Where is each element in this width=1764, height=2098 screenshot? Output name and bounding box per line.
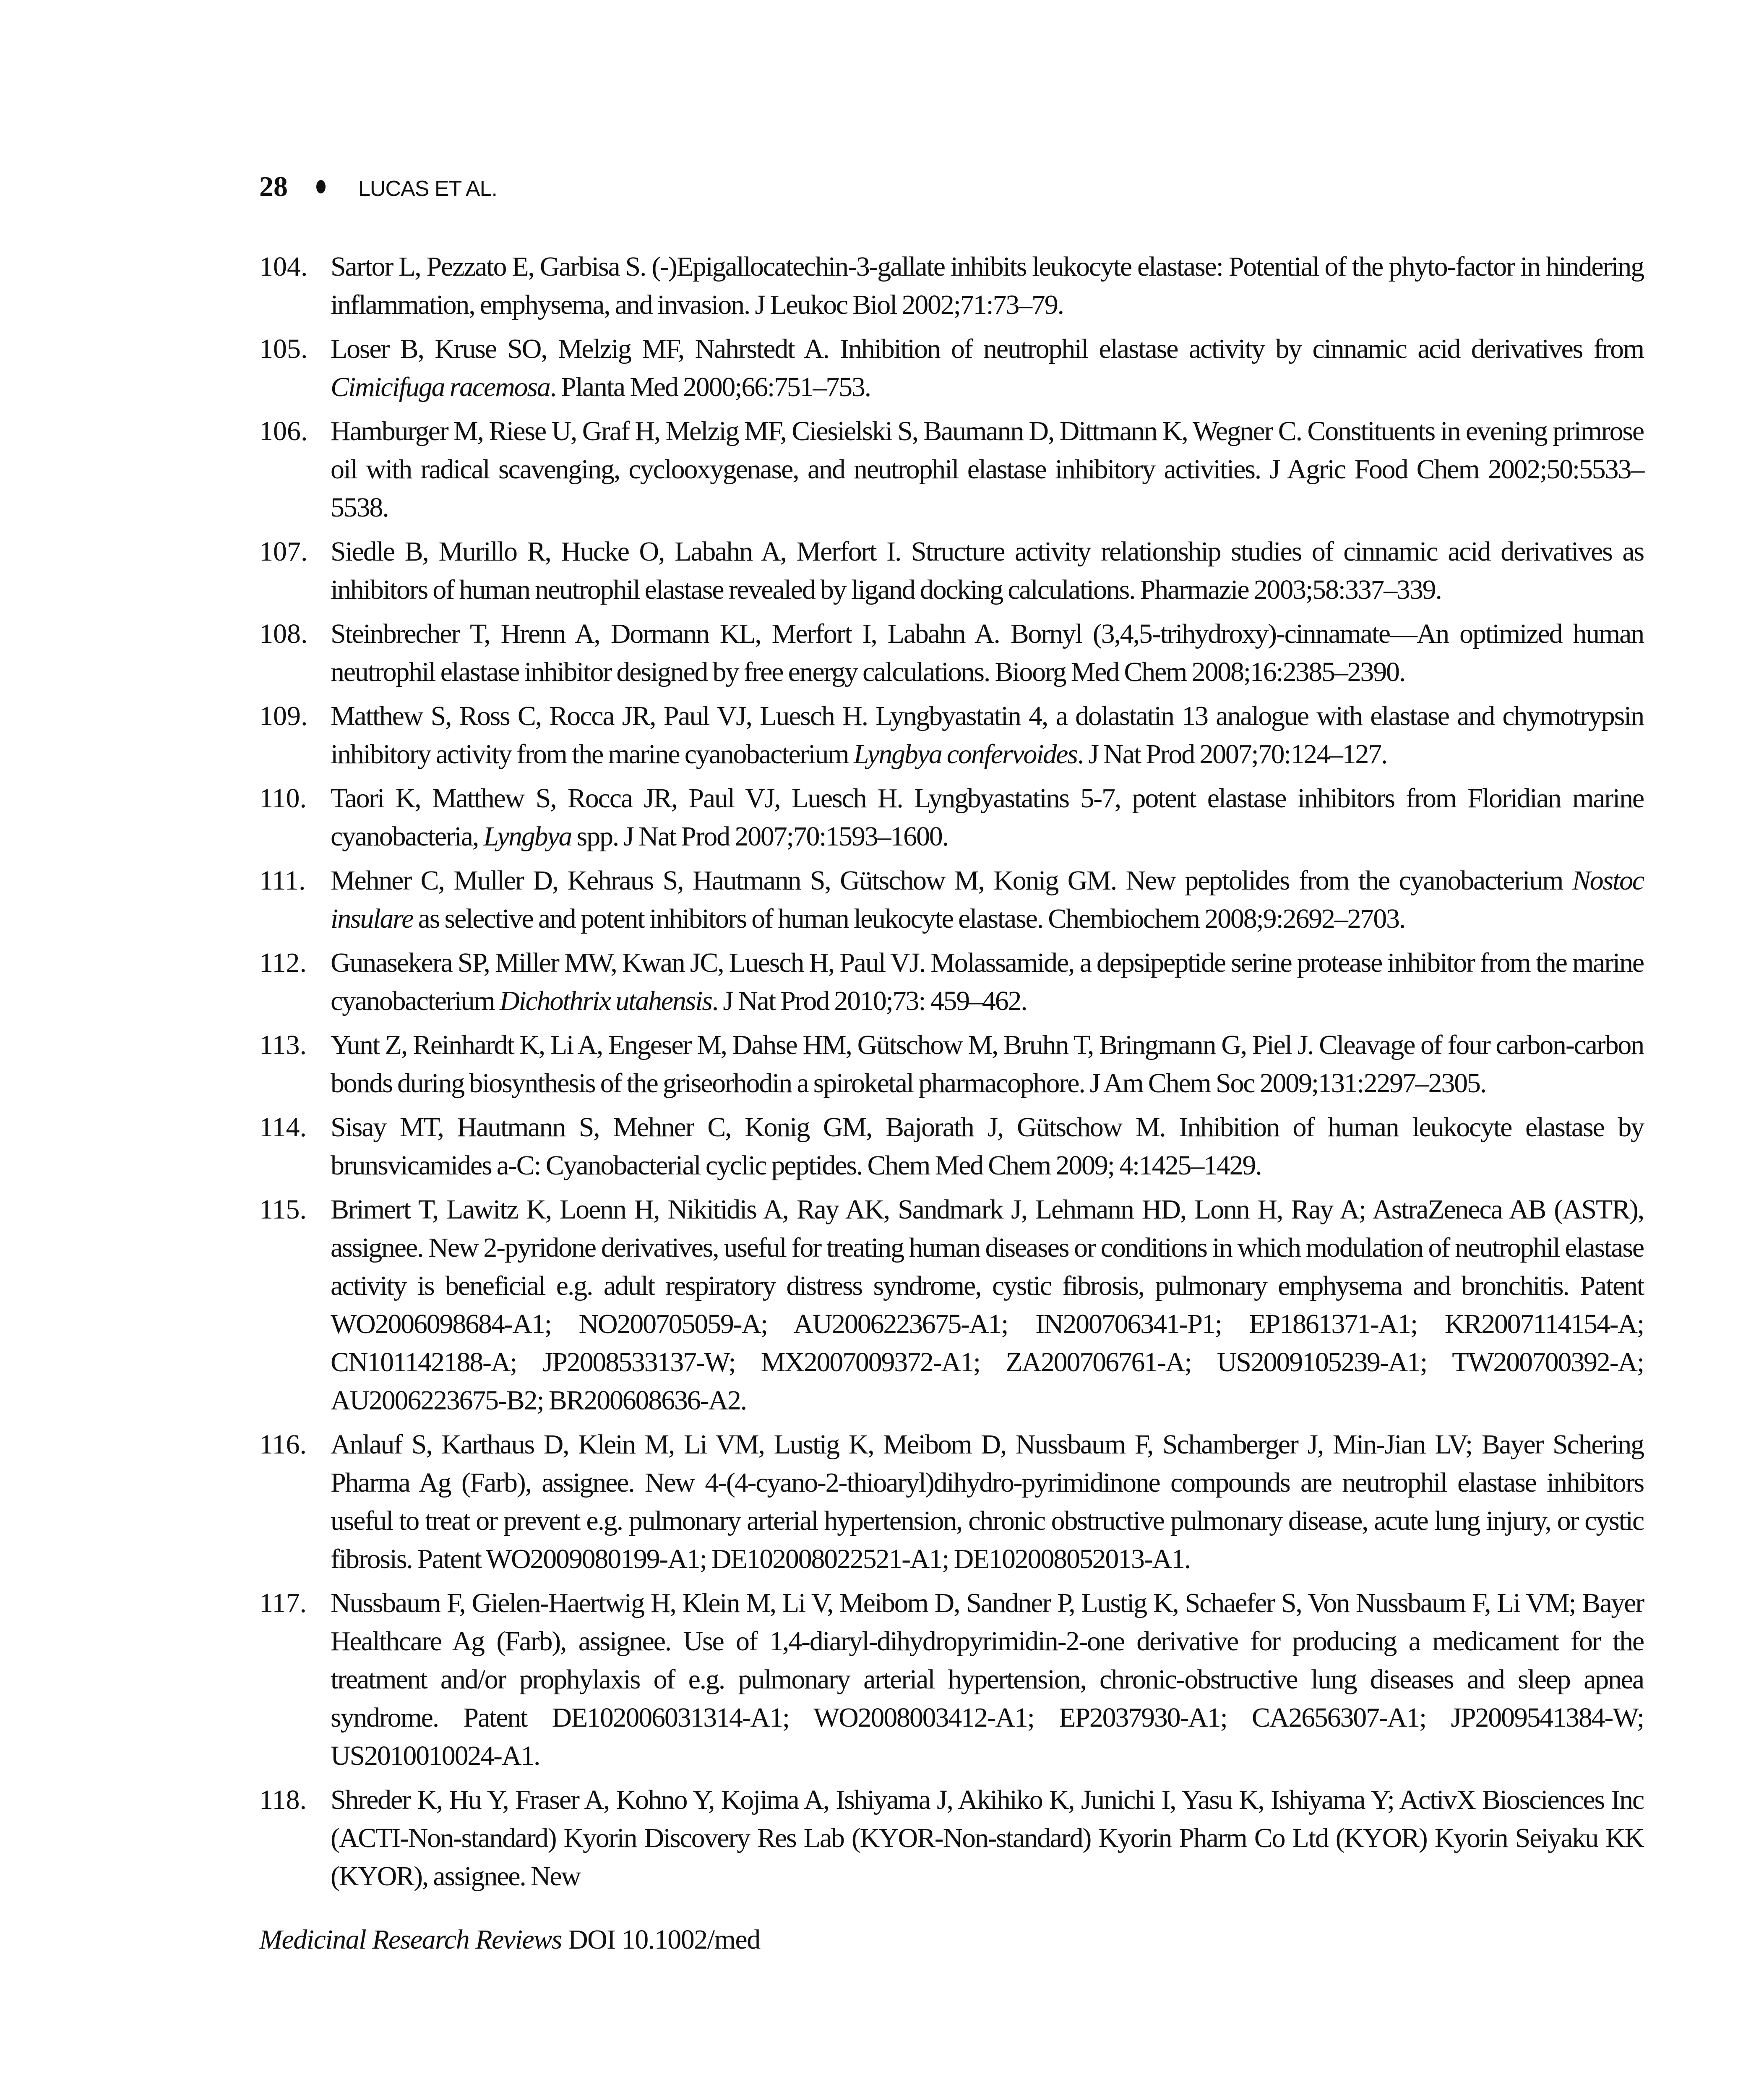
reference-item [259,1425,1644,1578]
reference-item [259,861,1644,938]
reference-text-segment: Nussbaum F, Gielen-Haertwig H, Klein M, Li V, Meibom D, Sandner P, Lustig K, Schaefer S, Von Nussbaum F, Li VM; Bayer Healthcare Ag (Farb), assignee. Use of 1,4-diaryl-dihydropyrimidin-2-one derivative for producing a medicament for the treatment and/or prophylaxis of e.g. pulmonary arterial hypertension, chronic-obstructive lung diseases and sleep apnea syndrome. Patent DE102006031314-A1; WO2008003412-A1; EP2037930-A1; CA2656307-A1; JP2009541384-W; US2010010024-A1. [331,1588,1644,1771]
reference-text [331,416,1644,523]
reference-number: 106. [259,416,308,446]
journal-name: Medicinal Research Reviews [259,1924,562,1955]
reference-text [331,783,1644,852]
reference-text-segment: as selective and potent inhibitors of human leukocyte elastase. Chembiochem 2008;9:2692–2703. [413,903,1405,934]
reference-text-segment: Taori K, Matthew S, Rocca JR, Paul VJ, Luesch H. Lyngbyastatins 5-7, potent elastase inhibitors from Floridian marine cyanobacteria, [331,783,1644,852]
reference-text-segment: Matthew S, Ross C, Rocca JR, Paul VJ, Luesch H. Lyngbyastatin 4, a dolastatin 13 analogue with elastase and chymotrypsin inhibitory activity from the marine cyanobacterium [331,701,1644,770]
page-header [259,172,1644,210]
reference-number: 116. [259,1429,307,1460]
reference-species-name: Nostoc insulare [331,865,1644,934]
reference-text [331,1194,1644,1416]
reference-number: 115. [259,1194,307,1225]
reference-text [331,947,1644,1016]
reference-text-segment: Shreder K, Hu Y, Fraser A, Kohno Y, Kojima A, Ishiyama J, Akihiko K, Junichi I, Yasu K, Ishiyama Y; ActivX Biosciences Inc (ACTI-Non-standard) Kyorin Discovery Res Lab (KYOR-Non-standard) Kyorin Pharm Co Ltd (KYOR) Kyorin Seiyaku KK (KYOR), assignee. New [331,1785,1644,1892]
reference-text [331,251,1644,320]
reference-item [259,1190,1644,1420]
reference-number: 108. [259,618,308,649]
reference-text-segment: . J Nat Prod 2010;73: 459–462. [711,986,1027,1016]
reference-text-segment: . Planta Med 2000;66:751–753. [550,372,870,402]
reference-text [331,1588,1644,1771]
reference-number: 113. [259,1030,307,1060]
reference-species-name: Lyngbya [483,821,572,852]
reference-number: 107. [259,536,308,567]
reference-number: 110. [259,783,307,814]
reference-item [259,944,1644,1020]
reference-item [259,1584,1644,1775]
reference-number: 109. [259,701,308,731]
reference-list [259,248,1644,1895]
reference-text-segment: Sisay MT, Hautmann S, Mehner C, Konig GM, Bajorath J, Gütschow M. Inhibition of human leukocyte elastase by brunsvicamides a-C: Cyanobacterial cyclic peptides. Chem Med Chem 2009; 4:1425–1429. [331,1112,1644,1181]
reference-text [331,334,1644,402]
reference-item [259,532,1644,609]
reference-text [331,536,1644,605]
reference-text-segment: Mehner C, Muller D, Kehraus S, Hautmann S, Gütschow M, Konig GM. New peptolides from the cyanobacterium [331,865,1572,896]
reference-species-name: Dichothrix utahensis [499,986,712,1016]
reference-item [259,248,1644,324]
reference-number: 105. [259,334,308,364]
page-footer [259,1921,1644,2043]
reference-text-segment: . J Nat Prod 2007;70:124–127. [1077,739,1387,770]
reference-text [331,1112,1644,1181]
reference-number: 111. [259,865,306,896]
reference-number: 118. [259,1785,307,1815]
page-number: 28 [259,170,288,202]
reference-text [331,701,1644,770]
bullet-separator-icon [316,180,326,193]
doi: DOI 10.1002/med [568,1924,760,1955]
reference-item [259,412,1644,527]
reference-item [259,697,1644,773]
reference-item [259,1026,1644,1102]
reference-text [331,1429,1644,1574]
reference-text-segment: Gunasekera SP, Miller MW, Kwan JC, Luesch H, Paul VJ. Molassamide, a depsipeptide serine protease inhibitor from the marine cyanobacterium [331,947,1644,1016]
reference-text-segment: Siedle B, Murillo R, Hucke O, Labahn A, Merfort I. Structure activity relationship studies of cinnamic acid derivatives as inhibitors of human neutrophil elastase revealed by ligand docking calculations. Pharmazie 2003;58:337–339. [331,536,1644,605]
reference-number: 104. [259,251,308,282]
reference-text [331,865,1644,934]
reference-item [259,779,1644,856]
reference-number: 114. [259,1112,307,1143]
reference-number: 117. [259,1588,307,1618]
reference-number: 112. [259,947,307,978]
reference-item [259,330,1644,406]
reference-text-segment: Brimert T, Lawitz K, Loenn H, Nikitidis A, Ray AK, Sandmark J, Lehmann HD, Lonn H, Ray A; AstraZeneca AB (ASTR), assignee. New 2-pyridone derivatives, useful for treating human diseases or conditions in which modulation of neutrophil elastase activity is beneficial e.g. adult respiratory distress syndrome, cystic fibrosis, pulmonary emphysema and bronchitis. Patent WO2006098684-A1; NO200705059-A; AU2006223675-A1; IN200706341-P1; EP1861371-A1; KR2007114154-A; CN101142188-A; JP2008533137-W; MX2007009372-A1; ZA200706761-A; US2009105239-A1; TW200700392-A; AU2006223675-B2; BR200608636-A2. [331,1194,1644,1416]
reference-text-segment: Hamburger M, Riese U, Graf H, Melzig MF, Ciesielski S, Baumann D, Dittmann K, Wegner C. Constituents in evening primrose oil with radical scavenging, cyclooxygenase, and neutrophil elastase inhibitory activities. J Agric Food Chem 2002;50:5533–5538. [331,416,1644,523]
running-head: LUCAS ET AL. [358,177,497,201]
reference-species-name: Cimicifuga racemosa [331,372,550,402]
reference-species-name: Lyngbya confervoides [853,739,1077,770]
reference-text [331,1030,1644,1099]
reference-item [259,1781,1644,1895]
reference-text-segment: Loser B, Kruse SO, Melzig MF, Nahrstedt A. Inhibition of neutrophil elastase activity by cinnamic acid derivatives from [331,334,1644,364]
reference-text-segment: Anlauf S, Karthaus D, Klein M, Li VM, Lustig K, Meibom D, Nussbaum F, Schamberger J, Min-Jian LV; Bayer Schering Pharma Ag (Farb), assignee. New 4-(4-cyano-2-thioaryl)dihydro-pyrimidinone compounds are neutrophil elastase inhibitors useful to treat or prevent e.g. pulmonary arterial hypertension, chronic obstructive pulmonary disease, acute lung injury, or cystic fibrosis. Patent WO2009080199-A1; DE102008022521-A1; DE102008052013-A1. [331,1429,1644,1574]
reference-text [331,618,1644,687]
reference-text-segment: Sartor L, Pezzato E, Garbisa S. (-)Epigallocatechin-3-gallate inhibits leukocyte elastase: Potential of the phyto-factor in hindering inflammation, emphysema, and invasion. J Leukoc Biol 2002;71:73–79. [331,251,1644,320]
reference-item [259,615,1644,691]
reference-item [259,1108,1644,1185]
reference-text-segment: Steinbrecher T, Hrenn A, Dormann KL, Merfort I, Labahn A. Bornyl (3,4,5-trihydroxy)-cinnamate—An optimized human neutrophil elastase inhibitor designed by free energy calculations. Bioorg Med Chem 2008;16:2385–2390. [331,618,1644,687]
reference-text [331,1785,1644,1892]
reference-text-segment: Yunt Z, Reinhardt K, Li A, Engeser M, Dahse HM, Gütschow M, Bruhn T, Bringmann G, Piel J. Cleavage of four carbon-carbon bonds during biosynthesis of the griseorhodin a spiroketal pharmacophore. J Am Chem Soc 2009;131:2297–2305. [331,1030,1644,1099]
reference-text-segment: spp. J Nat Prod 2007;70:1593–1600. [571,821,948,852]
